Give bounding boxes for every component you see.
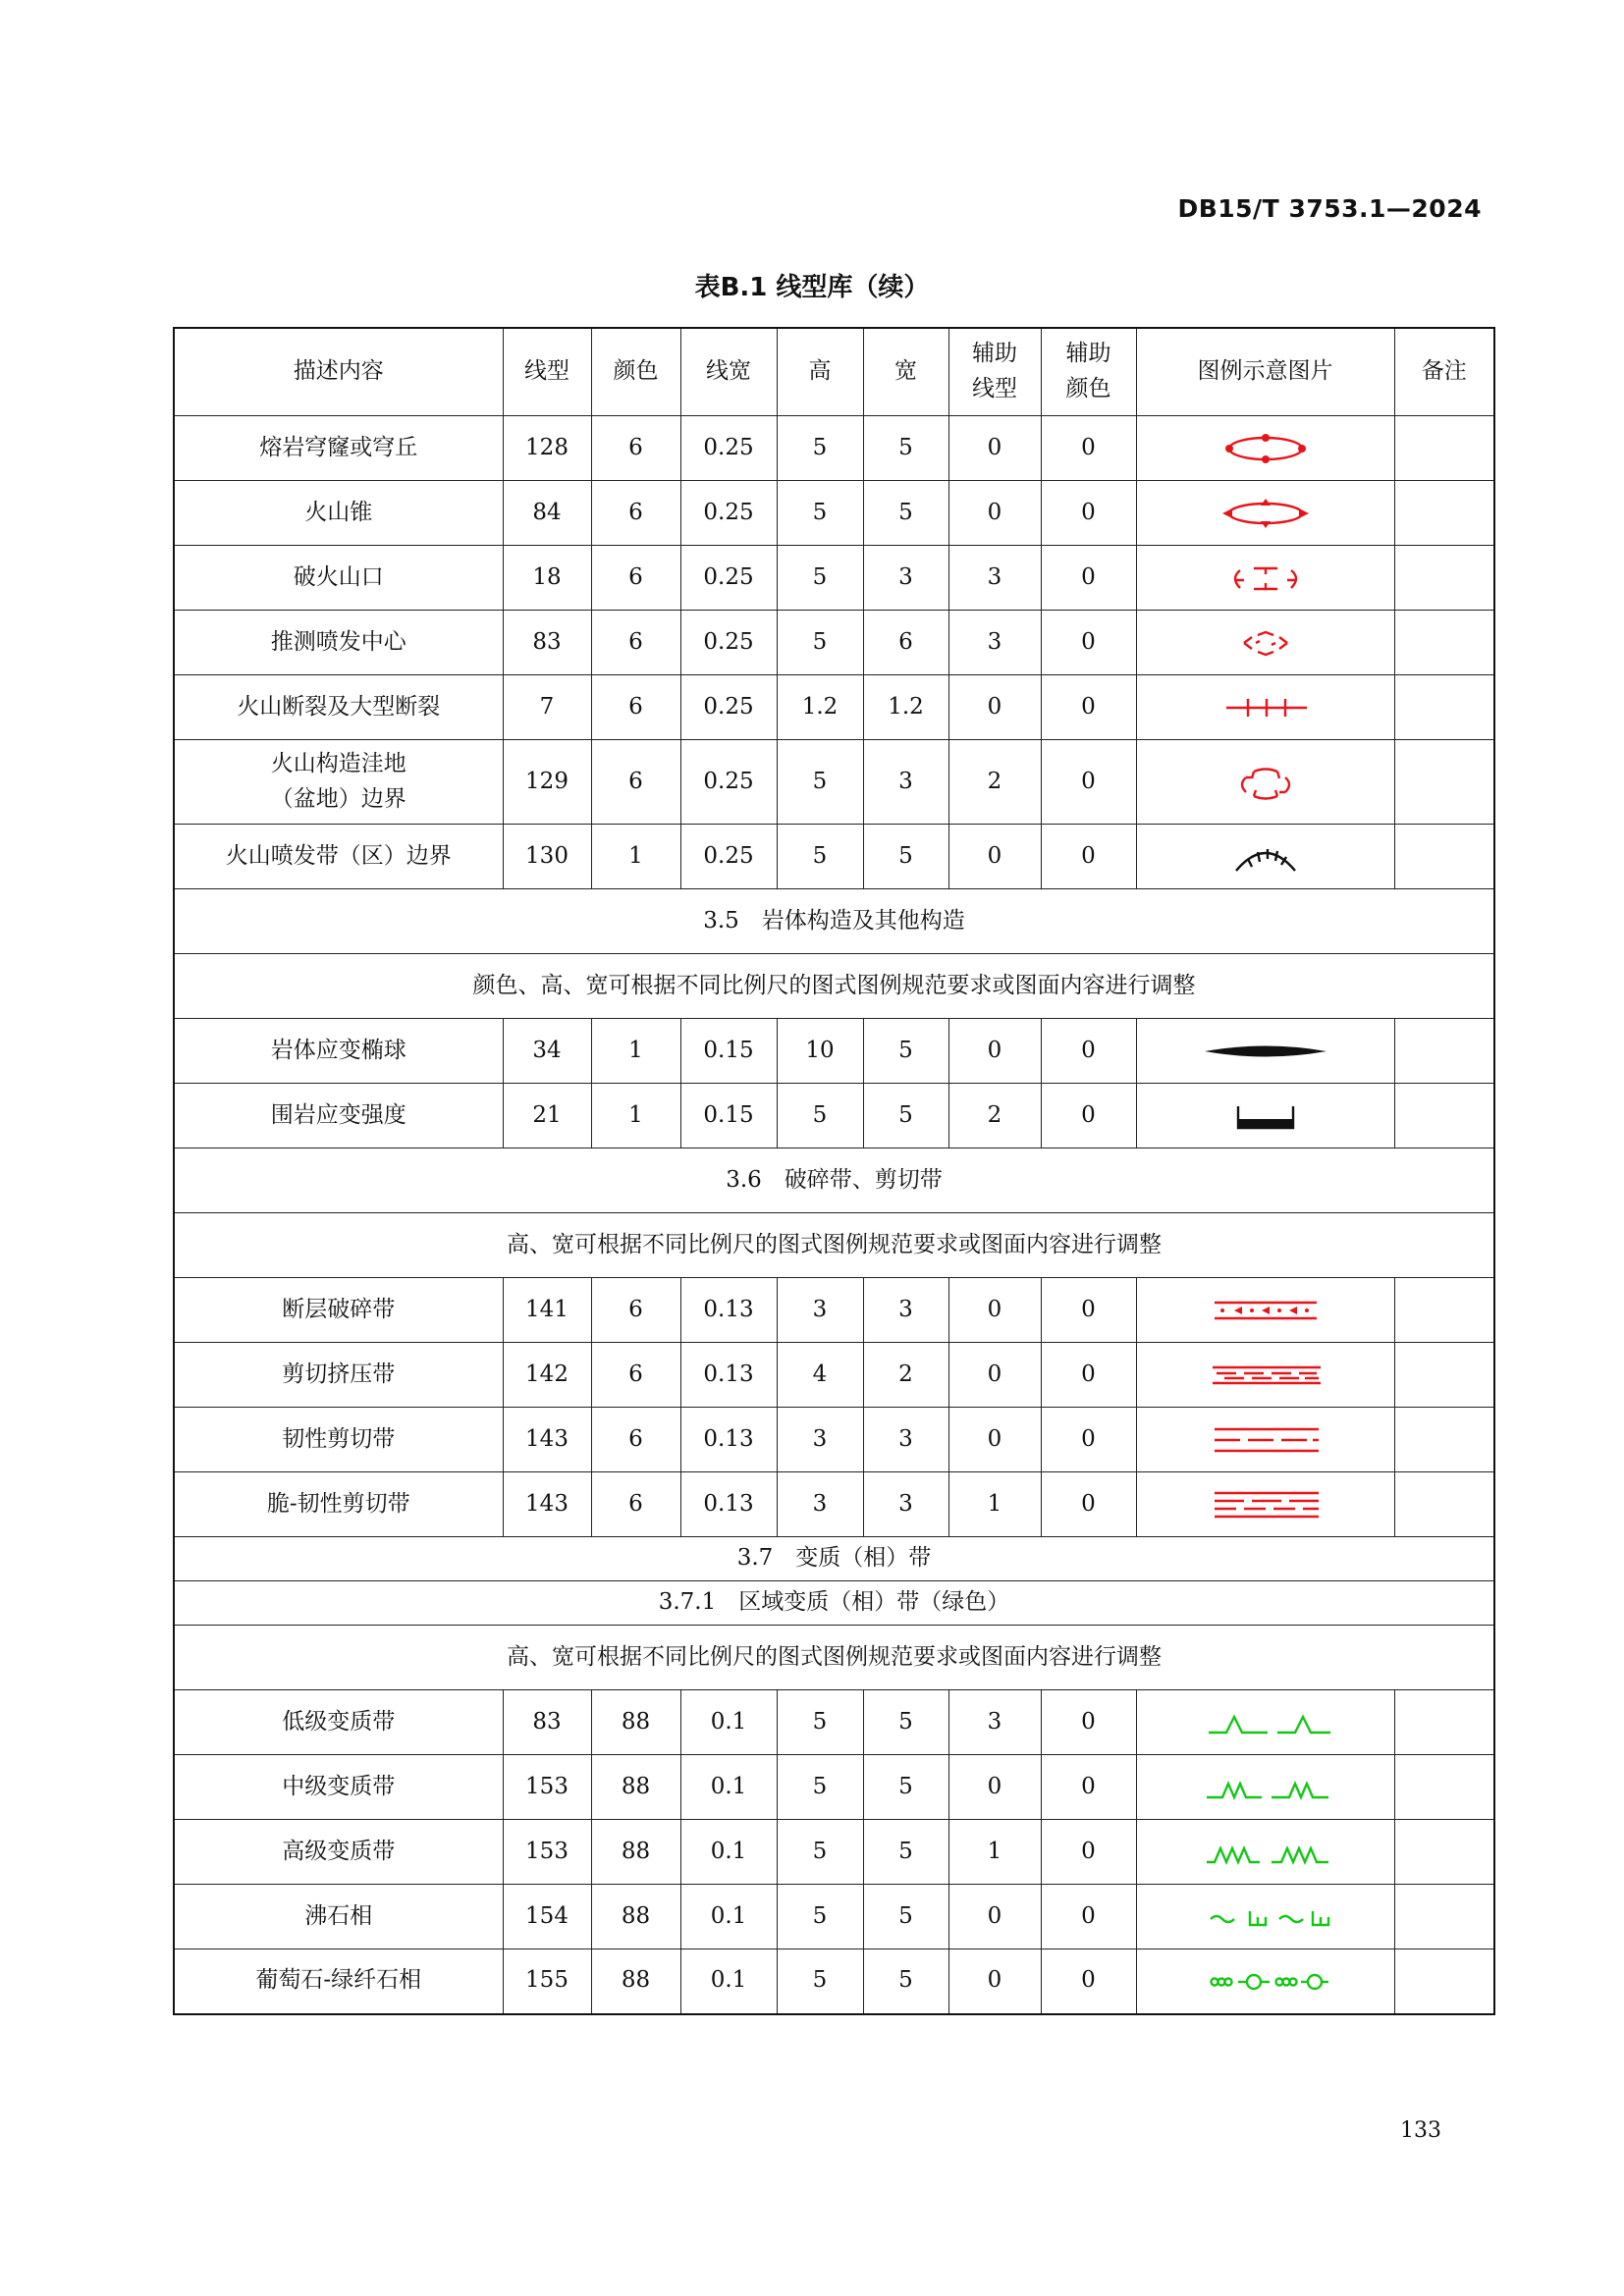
cell-legend-symbol xyxy=(1136,1472,1394,1537)
col-header-linetype: 线型 xyxy=(503,328,591,416)
cell-height: 5 xyxy=(777,546,863,611)
col-header-aux-color: 辅助 颜色 xyxy=(1041,328,1136,416)
cell-height: 5 xyxy=(777,611,863,675)
table-row xyxy=(174,416,1494,481)
cell-legend-symbol xyxy=(1136,611,1394,675)
cell-note xyxy=(1394,611,1494,675)
cell-linetype: 34 xyxy=(503,1019,591,1084)
section-row xyxy=(174,1213,1494,1278)
cell-linetype: 143 xyxy=(503,1408,591,1472)
cell-aux-linetype: 0 xyxy=(948,675,1041,740)
cell-linetype: 153 xyxy=(503,1755,591,1820)
cell-height: 5 xyxy=(777,481,863,546)
cell-linetype: 154 xyxy=(503,1885,591,1949)
cell-legend-symbol xyxy=(1136,546,1394,611)
cell-w: 3 xyxy=(863,1278,948,1343)
cell-description: 围岩应变强度 xyxy=(174,1084,503,1148)
cell-description: 葡萄石-绿纤石相 xyxy=(174,1949,503,2014)
cell-legend-symbol xyxy=(1136,1343,1394,1408)
cell-aux-linetype: 3 xyxy=(948,611,1041,675)
cell-height: 5 xyxy=(777,825,863,889)
cell-height: 10 xyxy=(777,1019,863,1084)
table-row xyxy=(174,481,1494,546)
section-heading: 颜色、高、宽可根据不同比例尺的图式图例规范要求或图面内容进行调整 xyxy=(174,954,1494,1019)
cell-note xyxy=(1394,1885,1494,1949)
cell-w: 5 xyxy=(863,481,948,546)
cell-aux-linetype: 0 xyxy=(948,1949,1041,2014)
cell-width: 0.25 xyxy=(680,546,777,611)
cell-note xyxy=(1394,1019,1494,1084)
cell-color: 6 xyxy=(591,1408,680,1472)
cell-aux-linetype: 0 xyxy=(948,1408,1041,1472)
document-code: DB15/T 3753.1—2024 xyxy=(1177,194,1482,223)
col-header-note: 备注 xyxy=(1394,328,1494,416)
shear-compression-zone-icon xyxy=(1137,1356,1394,1395)
cell-note xyxy=(1394,1755,1494,1820)
cell-description: 低级变质带 xyxy=(174,1690,503,1755)
zeolite-facies-icon xyxy=(1137,1897,1394,1937)
cell-description: 剪切挤压带 xyxy=(174,1343,503,1408)
cell-legend-symbol xyxy=(1136,675,1394,740)
cell-color: 6 xyxy=(591,611,680,675)
cell-legend-symbol xyxy=(1136,1885,1394,1949)
cell-description: 火山喷发带（区）边界 xyxy=(174,825,503,889)
cell-color: 1 xyxy=(591,1084,680,1148)
cell-w: 5 xyxy=(863,1084,948,1148)
cell-description: 中级变质带 xyxy=(174,1755,503,1820)
cell-width: 0.25 xyxy=(680,611,777,675)
cell-note xyxy=(1394,1472,1494,1537)
cell-description: 韧性剪切带 xyxy=(174,1408,503,1472)
cell-w: 3 xyxy=(863,740,948,825)
cell-legend-symbol xyxy=(1136,1019,1394,1084)
cell-w: 5 xyxy=(863,416,948,481)
cell-color: 6 xyxy=(591,740,680,825)
cell-aux-color: 0 xyxy=(1041,740,1136,825)
section-heading: 3.6 破碎带、剪切带 xyxy=(174,1148,1494,1213)
col-header-desc: 描述内容 xyxy=(174,328,503,416)
col-header-legend: 图例示意图片 xyxy=(1136,328,1394,416)
cell-width: 0.1 xyxy=(680,1885,777,1949)
cell-linetype: 141 xyxy=(503,1278,591,1343)
cell-height: 4 xyxy=(777,1343,863,1408)
cell-height: 5 xyxy=(777,1820,863,1885)
section-heading: 3.7.1 区域变质（相）带（绿色） xyxy=(174,1581,1494,1626)
section-row xyxy=(174,1148,1494,1213)
cell-color: 88 xyxy=(591,1949,680,2014)
prehnite-pumpellyite-facies-icon xyxy=(1137,1961,1394,2001)
cell-w: 5 xyxy=(863,1820,948,1885)
cell-width: 0.13 xyxy=(680,1472,777,1537)
cell-aux-color: 0 xyxy=(1041,1343,1136,1408)
cell-linetype: 128 xyxy=(503,416,591,481)
volcanic-cone-icon xyxy=(1137,494,1394,533)
table-row xyxy=(174,1019,1494,1084)
cell-color: 6 xyxy=(591,1472,680,1537)
cell-w: 5 xyxy=(863,825,948,889)
cell-height: 3 xyxy=(777,1408,863,1472)
cell-legend-symbol xyxy=(1136,481,1394,546)
cell-linetype: 18 xyxy=(503,546,591,611)
cell-linetype: 142 xyxy=(503,1343,591,1408)
cell-legend-symbol xyxy=(1136,740,1394,825)
cell-note xyxy=(1394,481,1494,546)
table-row xyxy=(174,1343,1494,1408)
cell-linetype: 84 xyxy=(503,481,591,546)
cell-aux-linetype: 3 xyxy=(948,546,1041,611)
cell-aux-linetype: 0 xyxy=(948,1343,1041,1408)
cell-aux-color: 0 xyxy=(1041,1408,1136,1472)
cell-description: 岩体应变椭球 xyxy=(174,1019,503,1084)
table-row xyxy=(174,1820,1494,1885)
cell-aux-linetype: 0 xyxy=(948,1019,1041,1084)
cell-width: 0.13 xyxy=(680,1278,777,1343)
cell-description: 断层破碎带 xyxy=(174,1278,503,1343)
cell-legend-symbol xyxy=(1136,1278,1394,1343)
table-row xyxy=(174,1084,1494,1148)
cell-height: 5 xyxy=(777,1690,863,1755)
table-row xyxy=(174,740,1494,825)
table-row xyxy=(174,1472,1494,1537)
cell-note xyxy=(1394,1278,1494,1343)
cell-legend-symbol xyxy=(1136,416,1394,481)
cell-aux-color: 0 xyxy=(1041,675,1136,740)
cell-aux-color: 0 xyxy=(1041,1278,1136,1343)
col-header-height: 高 xyxy=(777,328,863,416)
cell-aux-color: 0 xyxy=(1041,1949,1136,2014)
cell-aux-color: 0 xyxy=(1041,611,1136,675)
cell-note xyxy=(1394,546,1494,611)
cell-description: 火山断裂及大型断裂 xyxy=(174,675,503,740)
cell-width: 0.25 xyxy=(680,825,777,889)
cell-height: 3 xyxy=(777,1278,863,1343)
inferred-eruption-center-icon xyxy=(1137,623,1394,663)
cell-color: 88 xyxy=(591,1820,680,1885)
brittle-ductile-shear-zone-icon xyxy=(1137,1485,1394,1524)
cell-note xyxy=(1394,1408,1494,1472)
cell-legend-symbol xyxy=(1136,1949,1394,2014)
cell-description: 火山构造洼地 （盆地）边界 xyxy=(174,740,503,825)
table-row xyxy=(174,1408,1494,1472)
cell-description: 火山锥 xyxy=(174,481,503,546)
cell-aux-linetype: 0 xyxy=(948,481,1041,546)
caldera-icon xyxy=(1137,559,1394,598)
section-row xyxy=(174,1581,1494,1626)
cell-aux-color: 0 xyxy=(1041,825,1136,889)
cell-linetype: 155 xyxy=(503,1949,591,2014)
cell-w: 5 xyxy=(863,1019,948,1084)
cell-color: 1 xyxy=(591,1019,680,1084)
cell-linetype: 7 xyxy=(503,675,591,740)
strain-ellipsoid-icon xyxy=(1137,1032,1394,1071)
cell-color: 6 xyxy=(591,1278,680,1343)
cell-width: 0.15 xyxy=(680,1019,777,1084)
cell-w: 3 xyxy=(863,1408,948,1472)
cell-height: 5 xyxy=(777,1949,863,2014)
cell-color: 6 xyxy=(591,416,680,481)
cell-height: 1.2 xyxy=(777,675,863,740)
cell-width: 0.25 xyxy=(680,416,777,481)
cell-aux-color: 0 xyxy=(1041,1084,1136,1148)
section-heading: 高、宽可根据不同比例尺的图式图例规范要求或图面内容进行调整 xyxy=(174,1213,1494,1278)
table-row xyxy=(174,1690,1494,1755)
cell-aux-color: 0 xyxy=(1041,546,1136,611)
cell-color: 6 xyxy=(591,546,680,611)
cell-color: 6 xyxy=(591,675,680,740)
low-grade-metamorphic-icon xyxy=(1137,1703,1394,1742)
cell-width: 0.25 xyxy=(680,740,777,825)
cell-legend-symbol xyxy=(1136,1755,1394,1820)
cell-aux-linetype: 0 xyxy=(948,1278,1041,1343)
cell-description: 熔岩穹窿或穹丘 xyxy=(174,416,503,481)
cell-width: 0.15 xyxy=(680,1084,777,1148)
table-row xyxy=(174,825,1494,889)
cell-aux-linetype: 1 xyxy=(948,1820,1041,1885)
cell-aux-color: 0 xyxy=(1041,1690,1136,1755)
cell-note xyxy=(1394,825,1494,889)
cell-aux-linetype: 2 xyxy=(948,740,1041,825)
cell-aux-color: 0 xyxy=(1041,1755,1136,1820)
eruption-zone-boundary-icon xyxy=(1137,837,1394,877)
section-row xyxy=(174,1626,1494,1690)
medium-grade-metamorphic-icon xyxy=(1137,1768,1394,1807)
cell-legend-symbol xyxy=(1136,1690,1394,1755)
cell-legend-symbol xyxy=(1136,825,1394,889)
cell-w: 5 xyxy=(863,1755,948,1820)
page-number: 133 xyxy=(1400,2118,1441,2143)
table-row xyxy=(174,611,1494,675)
cell-linetype: 130 xyxy=(503,825,591,889)
lava-dome-icon xyxy=(1137,429,1394,468)
cell-width: 0.1 xyxy=(680,1820,777,1885)
cell-color: 6 xyxy=(591,481,680,546)
cell-aux-color: 0 xyxy=(1041,1885,1136,1949)
table-header-row xyxy=(174,328,1494,416)
cell-aux-linetype: 0 xyxy=(948,1885,1041,1949)
cell-aux-color: 0 xyxy=(1041,1019,1136,1084)
cell-note xyxy=(1394,1084,1494,1148)
cell-color: 88 xyxy=(591,1755,680,1820)
cell-note xyxy=(1394,1820,1494,1885)
cell-description: 高级变质带 xyxy=(174,1820,503,1885)
cell-color: 88 xyxy=(591,1885,680,1949)
cell-aux-linetype: 0 xyxy=(948,825,1041,889)
cell-aux-color: 0 xyxy=(1041,481,1136,546)
table-row xyxy=(174,1755,1494,1820)
cell-width: 0.25 xyxy=(680,675,777,740)
cell-w: 5 xyxy=(863,1885,948,1949)
cell-linetype: 153 xyxy=(503,1820,591,1885)
section-row xyxy=(174,889,1494,954)
line-type-table xyxy=(173,327,1495,2015)
section-heading: 高、宽可根据不同比例尺的图式图例规范要求或图面内容进行调整 xyxy=(174,1626,1494,1690)
fault-breccia-zone-icon xyxy=(1137,1291,1394,1330)
section-heading: 3.5 岩体构造及其他构造 xyxy=(174,889,1494,954)
section-heading: 3.7 变质（相）带 xyxy=(174,1537,1494,1581)
table-row xyxy=(174,1885,1494,1949)
cell-color: 88 xyxy=(591,1690,680,1755)
table-row xyxy=(174,546,1494,611)
col-header-width: 线宽 xyxy=(680,328,777,416)
ductile-shear-zone-icon xyxy=(1137,1420,1394,1460)
col-header-aux-linetype: 辅助 线型 xyxy=(948,328,1041,416)
cell-description: 脆-韧性剪切带 xyxy=(174,1472,503,1537)
table-title: 表B.1 线型库（续） xyxy=(694,273,930,302)
cell-width: 0.1 xyxy=(680,1949,777,2014)
table-row xyxy=(174,1949,1494,2014)
cell-linetype: 143 xyxy=(503,1472,591,1537)
cell-width: 0.25 xyxy=(680,481,777,546)
cell-legend-symbol xyxy=(1136,1820,1394,1885)
cell-aux-linetype: 1 xyxy=(948,1472,1041,1537)
cell-w: 6 xyxy=(863,611,948,675)
cell-color: 1 xyxy=(591,825,680,889)
cell-note xyxy=(1394,416,1494,481)
cell-description: 破火山口 xyxy=(174,546,503,611)
cell-note xyxy=(1394,1690,1494,1755)
table-row xyxy=(174,1278,1494,1343)
cell-height: 5 xyxy=(777,740,863,825)
col-header-color: 颜色 xyxy=(591,328,680,416)
cell-aux-linetype: 0 xyxy=(948,1755,1041,1820)
wallrock-strain-icon xyxy=(1137,1096,1394,1136)
cell-linetype: 129 xyxy=(503,740,591,825)
cell-w: 2 xyxy=(863,1343,948,1408)
cell-width: 0.13 xyxy=(680,1343,777,1408)
cell-legend-symbol xyxy=(1136,1084,1394,1148)
cell-description: 推测喷发中心 xyxy=(174,611,503,675)
cell-aux-color: 0 xyxy=(1041,1820,1136,1885)
cell-w: 5 xyxy=(863,1949,948,2014)
volcanic-fault-icon xyxy=(1137,688,1394,727)
cell-height: 5 xyxy=(777,1084,863,1148)
cell-color: 6 xyxy=(591,1343,680,1408)
cell-w: 3 xyxy=(863,1472,948,1537)
cell-w: 3 xyxy=(863,546,948,611)
cell-note xyxy=(1394,1343,1494,1408)
cell-aux-color: 0 xyxy=(1041,1472,1136,1537)
high-grade-metamorphic-icon xyxy=(1137,1833,1394,1872)
cell-w: 5 xyxy=(863,1690,948,1755)
cell-aux-linetype: 0 xyxy=(948,416,1041,481)
cell-height: 5 xyxy=(777,1755,863,1820)
cell-linetype: 21 xyxy=(503,1084,591,1148)
cell-description: 沸石相 xyxy=(174,1885,503,1949)
cell-note xyxy=(1394,1949,1494,2014)
cell-width: 0.1 xyxy=(680,1755,777,1820)
section-row xyxy=(174,954,1494,1019)
cell-note xyxy=(1394,675,1494,740)
cell-height: 5 xyxy=(777,1885,863,1949)
col-header-w: 宽 xyxy=(863,328,948,416)
cell-height: 5 xyxy=(777,416,863,481)
cell-width: 0.1 xyxy=(680,1690,777,1755)
section-row xyxy=(174,1537,1494,1581)
cell-aux-color: 0 xyxy=(1041,416,1136,481)
volcanic-depression-icon xyxy=(1137,763,1394,802)
cell-w: 1.2 xyxy=(863,675,948,740)
table-row xyxy=(174,675,1494,740)
cell-linetype: 83 xyxy=(503,611,591,675)
cell-height: 3 xyxy=(777,1472,863,1537)
cell-aux-linetype: 3 xyxy=(948,1690,1041,1755)
cell-note xyxy=(1394,740,1494,825)
cell-legend-symbol xyxy=(1136,1408,1394,1472)
cell-linetype: 83 xyxy=(503,1690,591,1755)
cell-aux-linetype: 2 xyxy=(948,1084,1041,1148)
cell-width: 0.13 xyxy=(680,1408,777,1472)
